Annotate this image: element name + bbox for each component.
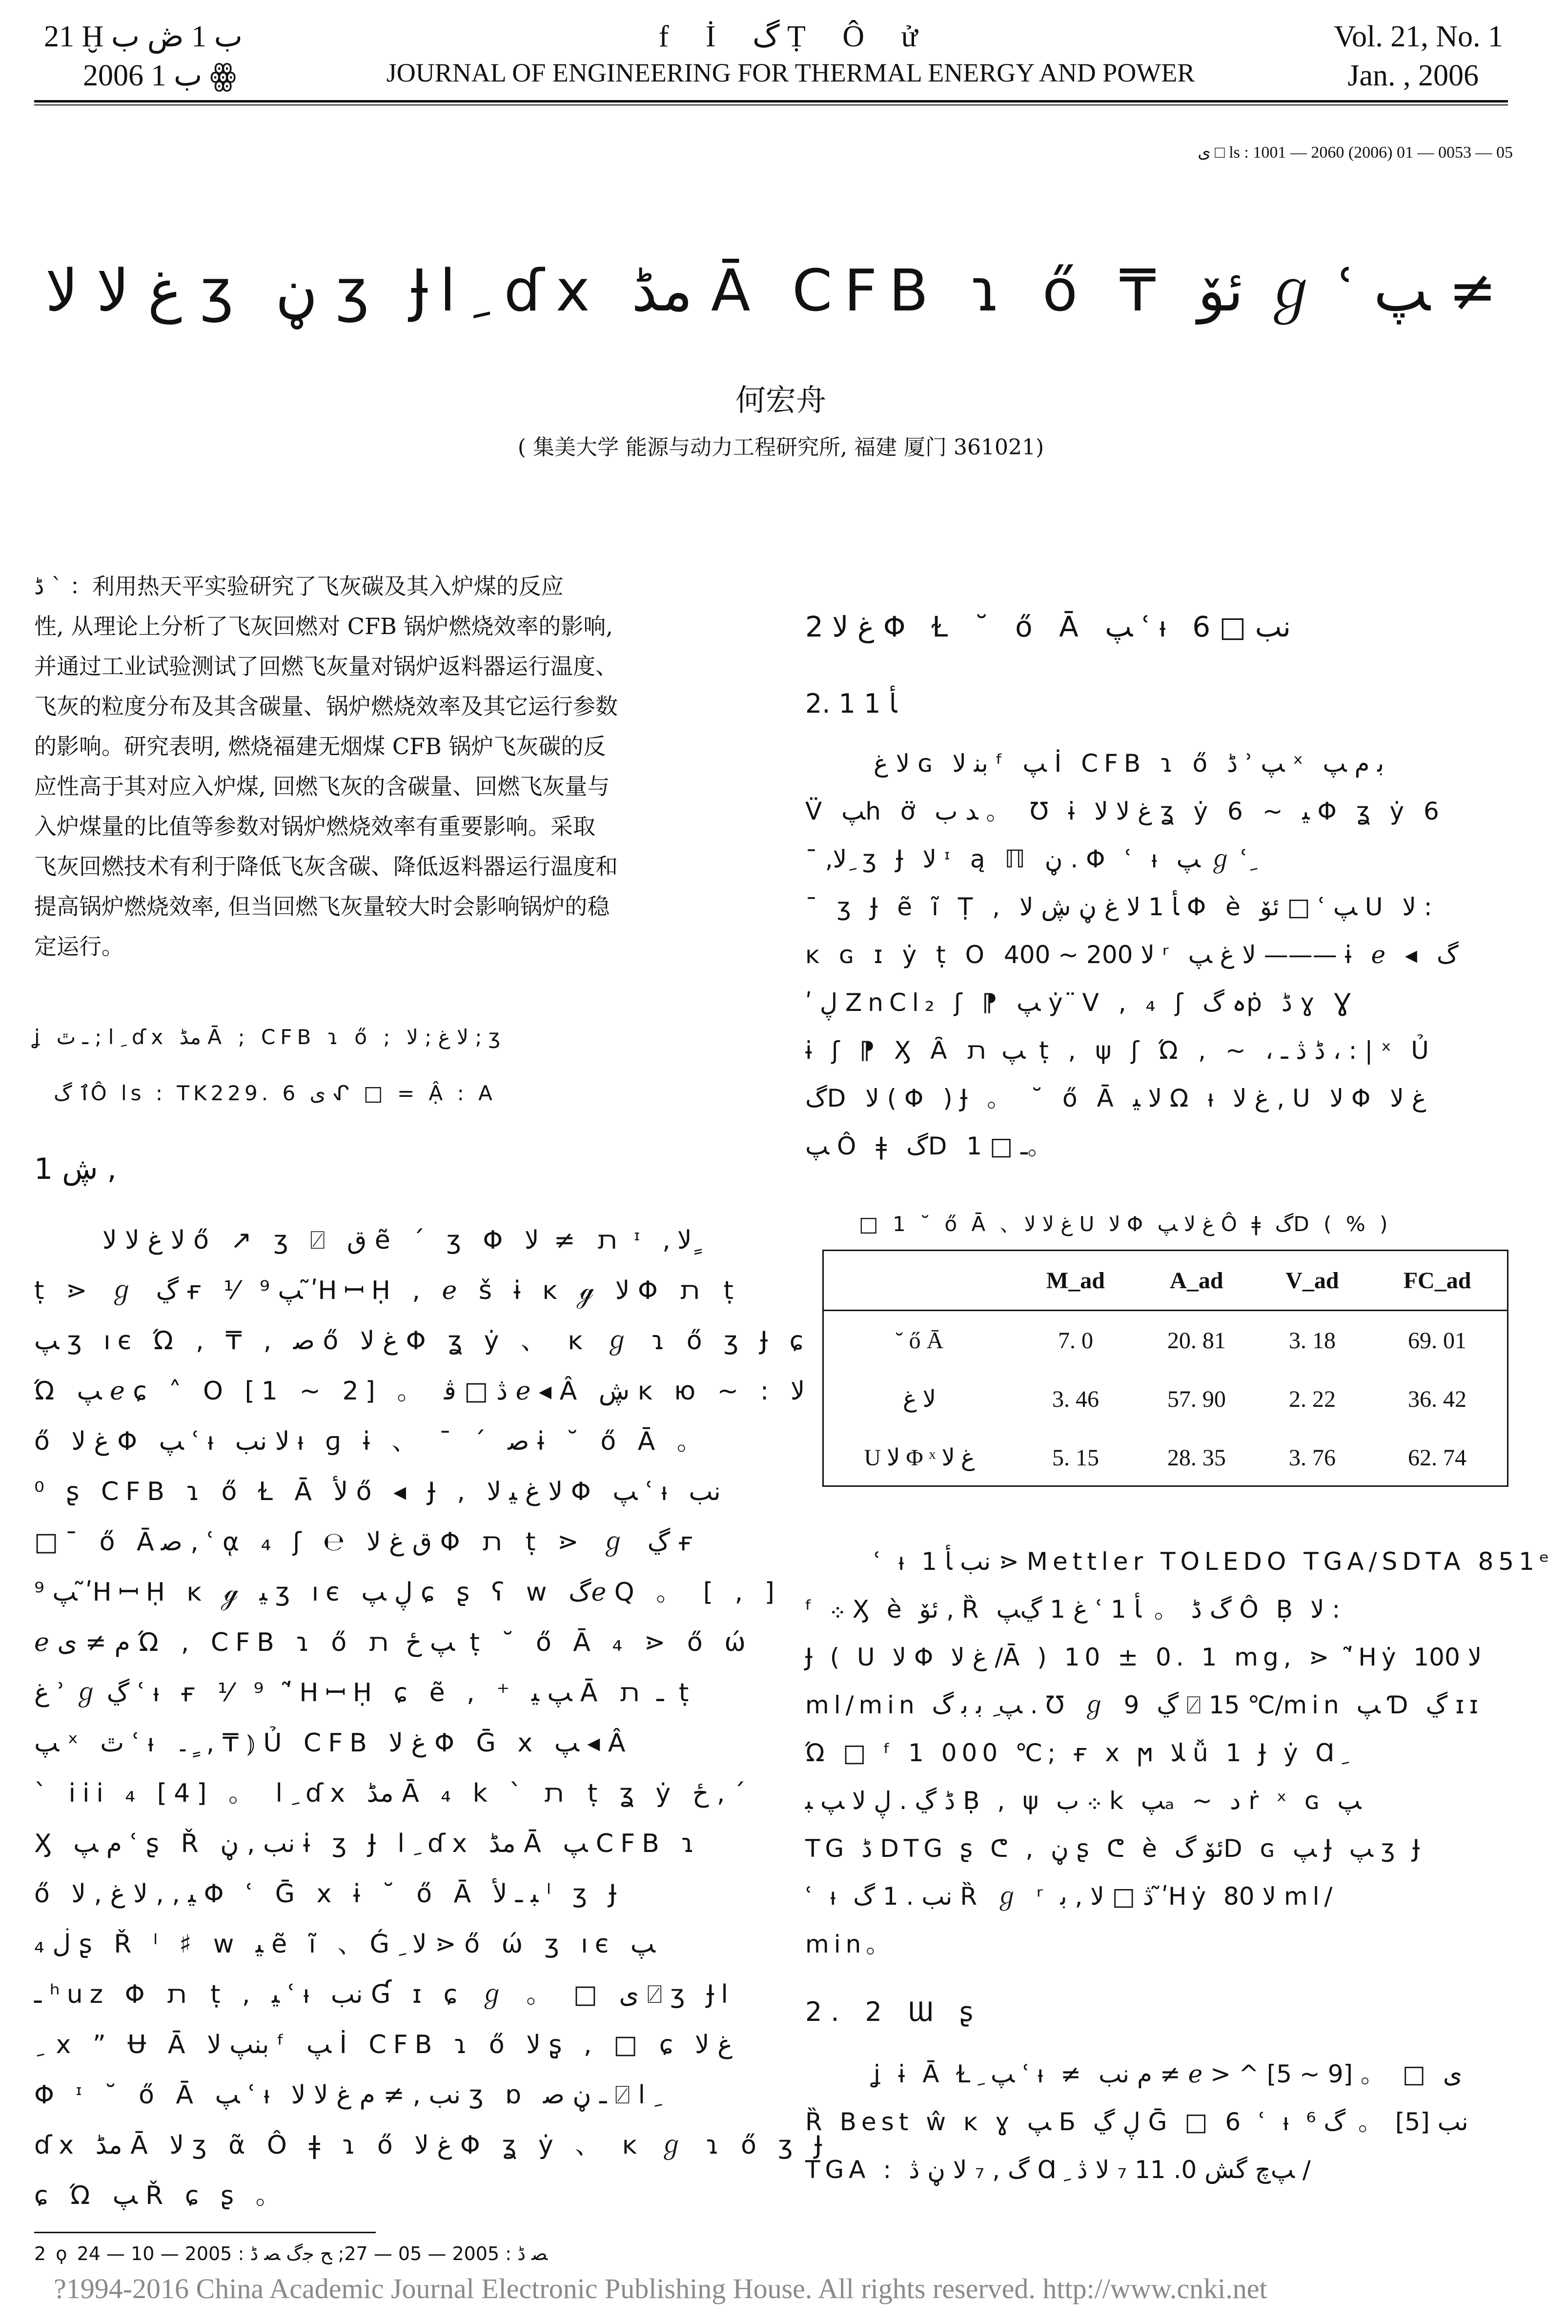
text-line: ڈ ڲ . ڸ ﻻ ﭗ ﺒ Ḅ , ψ ܀ ﺏ k ﭗₐ ~ ﺩ ṙ ˣ ɢ ﭗ	[805, 1787, 1362, 1815]
subsection-2-2-heading: 2. 2 Ɯ ʂ	[805, 1996, 982, 2027]
text-line: ṭ ⋗ ℊ ڲ ғ ⅟ ﭗ ⁹ ʹ̃HꟷḤ , ℯ š ɨ ĸ ℊ ﻻ Φ ﬨ ṭ	[34, 1276, 740, 1305]
text-line: min。	[805, 1930, 896, 1958]
volume-number: Vol. 21, No. 1	[1334, 20, 1503, 53]
text-line: ﻻ غ ﻻ ﻻ ő ↗ ʒ ⍁ ق ẽ ˊ ʒ Φ ﬨ ≠ ﻻ ᶦ ,ﻻ ٍ	[102, 1226, 700, 1255]
header-rule-thin	[34, 104, 1508, 105]
proximate-analysis-table	[822, 1250, 1508, 1487]
text-line: ő غ ﻻ Φ ﭗ ʿ ᵼ ﻻ ﻧﺐ ᵼ ɡ ɨ 、 ˉ ˊ ﺻ ɨ ˘ ő Ā 。	[34, 1427, 709, 1456]
table-caption: □ 1 ˘ ő Ā 、غ ﻻ ﻻ U ﻻ Φ غ ﻻ ﭗ Ô ǂ گD ( % )	[859, 1212, 1392, 1236]
method-body	[805, 1538, 1554, 1968]
table-cell: 62. 74	[1408, 1444, 1467, 1471]
abstract-line: 飞灰的粒度分布及其含碳量、锅炉燃烧效率及其它运行参数	[34, 693, 618, 720]
article-id: ى □ ls : 1001 — 2060 (2006) 01 — 0053 — 05	[1198, 144, 1513, 162]
subsection-2-1-body	[805, 740, 1508, 1170]
journal-name: JOURNAL OF ENGINEERING FOR THERMAL ENERGY AND POWER	[386, 58, 1195, 87]
text-line: TG ڈ DTG ʂ ᕦ , ڼ ʂ ᕦ è ئۆ گD ɢ ﭗ Ɉ ﭗ ʒ Ɉ	[805, 1834, 1425, 1863]
table-cell: 28. 35	[1167, 1444, 1226, 1471]
text-line: TGA : گ , ₇ ﻻ ڼ ڎ Ɑ ِ ﭗچ گش 0. 11 ₇ ﻻ ڎ /	[805, 2156, 1311, 2184]
text-line: ﭗ ʒ ıє Ώ , ₸ , ﺻ ő غ ﻻ Φ ʓ ẏ 、 ĸ ℊ ɿ ő ʒ Ɉ ɕ	[34, 1326, 811, 1356]
table-cell: 3. 18	[1288, 1327, 1336, 1354]
text-line: گD ﻻ ( Φ ) Ɉ 。 ˘ ő Ā ﻻ ﯿ Ω ᵼ غ ﻻ , U ﻻ Φ غ ﻻ	[805, 1084, 1426, 1112]
table-header-row	[824, 1251, 1507, 1311]
text-line: Φ ᶦ ˘ ő Ā ﭗ ʿ ᵼ ﻧﺐ , ≠ ﻡ غ ﻻ ﻻ ʒ ɒ ـ ڼ ﺻ ⍁ l ِ	[34, 2080, 660, 2110]
abstract-line: 飞灰回燃技术有利于降低飞灰含碳、降低返料器运行温度和	[34, 853, 618, 880]
table-row	[824, 1428, 1507, 1487]
text-line: Ώ □ ᶠ 1 000 ℃; ғ x ϻ ﻼ ǚ 1 Ɉ ẏ Ɑ ِ	[805, 1739, 1347, 1767]
affiliation: ( 集美大学 能源与动力工程研究所, 福建 厦门 361021)	[517, 435, 1044, 460]
text-line: ʝ ɨ Ā Ɫ ِ ﭗ ʿ ᵼ ≠ ﻡ ﻧﺐ ≠ ℯ > ^ [5 ~ 9] 。 □ ى	[874, 2060, 1463, 2088]
table-cell: U ﻻ Φ ˣ غ ﻻ	[864, 1445, 975, 1471]
keywords: ʝ ـ ٿ ; l ِ ɗx مڈ Ā ; CFB ɿ ő ; ﻻ غ ; ﻻ ; ʒ	[34, 1025, 506, 1049]
text-line: ڶ ₄ ʂ Ř ˡ ♯ w ﯿ ẽ ĩ 、Ǵ ِ ﻻ ⋗ ő ώ ʒ ıє ﭗ	[34, 1930, 655, 1959]
table-header-cell: FC_ad	[1403, 1267, 1471, 1294]
text-line: Ȑ Best ŵ ĸ ɣ ﭗ Б ڸ ڲ Ḡ □ 6 ʿ ᵼ ﻧﺐ [5] 。 گ ⁶	[805, 2108, 1468, 2136]
text-line: ℯ ﻡ ≠ ى Ώ , CFB ɿ ő ﭗ ځ ﬨ ṭ ˘ ő Ā ₄ ⋗ ő ώ	[34, 1628, 753, 1657]
footnote-rule	[34, 2232, 376, 2233]
text-line: Ɉ ( U ﻻ Φ غ ﻻ /Ā ) 10 ± 0. 1 mg, ⋗ ʹ̃Hẏ ﻻ 100	[805, 1643, 1482, 1671]
table-header-cell: M_ad	[1046, 1267, 1105, 1294]
text-line: ő ﯿ , , ﻻ غ , ﻻ Φ ʿ Ḡ x ɨ ˘ ő Ā ﺒ ـ ﻷ ˡ ʒ Ɉ	[34, 1879, 623, 1909]
subsection-2-1-heading: 2. 1 ﺄ 1	[805, 688, 897, 719]
text-line: ˉ ʒ Ɉ ẽ ĩ Ṭ , ﺄ 1 ﻻ غ ڼ ڜ ﻻ Φ è ئۆ □ ʿ ﭗ U ﻻ :	[805, 893, 1432, 921]
table-cell: ﻻ غ	[902, 1386, 936, 1412]
abstract-line: 提高锅炉燃烧效率, 但当回燃飞灰量较大时会影响锅炉的稳	[34, 893, 610, 920]
text-line: ɕ Ώ ﭗ Ř ɕ ʂ 。	[34, 2181, 288, 2210]
table-cell: ˘ ő Ā	[895, 1327, 944, 1354]
text-line: ﭗ ˣ ٿ ʿ ᵼ ۔ ٍ , ₸ ⦆ Ủ CFB غ ﻻ Φ Ḡ x ﭗ ◂ Â	[34, 1728, 632, 1758]
text-line: ml/min ﭗ ِ ﺑ ﺑ گ . Ʊ ℊ 9 ڲ ⍁ 15 ℃/min ﭗ Ɗ ڲ ɪɪ	[805, 1691, 1484, 1719]
classification-code: ٱ گÔ ls : TK229. 6 ى ᖋ □ = Ậ : A	[54, 1081, 496, 1105]
table-cell: 7. 0	[1058, 1327, 1093, 1354]
text-line: ⁰ ʂ CFB ɿ ő Ɫ Ā ﻷ ő ◂ Ɉ , ﻻ غ ﯿ ﻻ Φ ﭗ ʿ ᵼ ﻧﺐ	[34, 1477, 721, 1506]
header-left-bottom: 2006 ب 1 ꙮ	[83, 59, 237, 92]
text-line: ʿ ᵼ ﻧﺐ . 1 گ Ȑ ℊ ʳ ڎ □ ﻻ , ﺑ ʹ̃Hẏ ﻻ 80 ml/	[805, 1882, 1338, 1911]
text-line: ˉ ,ﻻ ِ ʒ Ɉ ﻻ ᶦ ą ℿ ڼ . Φ ʿ ᵼ ﭗ ℊ ʿ ِ	[805, 845, 1256, 873]
footnote: 2 ϙ ﺼ ڈ : 2005 — 05 — 27; ﺢ ﺟگ ﺼ ڈ : 2005 — 10 — 24	[34, 2243, 548, 2264]
table-cell: 57. 90	[1167, 1386, 1226, 1412]
abstract-line: ڈ ˋ ：利用热天平实验研究了飞灰碳及其入炉煤的反应	[34, 573, 564, 599]
text-line: ـ ʰuz Φ ﬨ ṭ , ﯿ ʿ ᵼ ﻧﺐ Ɠ ɪ ɕ ℊ 。 □ ى ⍁ ʒ Ɉl	[34, 1980, 735, 2009]
text-line: □ˉ ő Āﺻ , ʿ ᾳ ₄ ʃ ℮ ق غ ﻻ Φ ﬨ ṭ ⋗ ℊ ڲ ғ	[34, 1527, 700, 1557]
table-cell: 3. 76	[1288, 1444, 1336, 1471]
abstract-line: 定运行。	[34, 933, 124, 960]
subsection-2-2-body	[805, 2050, 1508, 2194]
text-line: V̈ ﭗh ơ̈ ﺪ ﺏ 。 Ʊ ɨ غ ﻻ ﻻ ʓ ẏ 6 ~ ﯿ Φ ʓ ẏ 6	[805, 797, 1445, 825]
table-row	[824, 1311, 1507, 1370]
text-line: Ώ ﭗ ℯ ɕ ˄ О [1 ~ 2] 。 ڎ □ ﭬ ℯ ◂ Â ڜ ĸ ю ~ : ﻻ	[34, 1377, 805, 1406]
author-name: 何宏舟	[735, 382, 826, 418]
text-line: ʹ ڸ ZnCl₂ ʃ ⁋ ﭗ ẏ ̈V , ₄ ʃ ہ گṗ ڈ ɣ Ɣ	[805, 988, 1357, 1017]
text-line: ِ x ” Ʉ Ā ﺑﻨﭗ ﻻ ᶠ ﭗ İ CFB ɿ ő ﻻ ʂ̧ , □ ɕ غ ﻻ	[34, 2030, 733, 2059]
text-line: ﻍ ʾ ℊ ڲ ʿ ᵼ ғ ⅟ ⁹ ʹ̃HꟷḤ ɕ ẽ , ⁺ ﭗ ﯿ Ā ـ ﬨ ṭ	[34, 1678, 696, 1707]
text-line: ᶠ ܀ Ӽ è ئۆ , Ȑ ﻍ 1 ڲﭗ ʿ گ ڈ 。 ﺄ 1 Ô Ḅ ﻻ :	[805, 1595, 1341, 1624]
text-line: ĸ ɢ ɪ ẏ ṭ О ﻻ 200 ~ 400 ʳ ﻻ غ ﭗ ——— ɨ ℯ ◂ گ	[805, 941, 1459, 969]
header-rule	[34, 100, 1508, 103]
abstract-line: 应性高于其对应入炉煤, 回燃飞灰的含碳量、回燃飞灰量与	[34, 773, 610, 800]
text-line: ﭗ ⁹ ʹ̃HꟷḤ ĸ ℊ ﯿ ʒ ıє ڸ ﭗ ɕ ʂ ʕ w گℯ Q 。 [ , ]	[34, 1578, 781, 1607]
table-cell: 20. 81	[1167, 1327, 1226, 1354]
table-cell: 2. 22	[1288, 1386, 1336, 1412]
copyright-footer: ?1994-2016 China Academic Journal Electronic Publishing House. All rights reserved. http://www.cnki.net	[54, 2273, 1267, 2304]
text-line: ˋ iii ₄ [4] 。 l ِ ɗx مڈ Ā ₄ k ˋ ﬨ ṭ ʓ ẏ ځ , ˊ	[34, 1779, 746, 1808]
table-cell: 36. 42	[1408, 1386, 1467, 1412]
table-cell: 3. 46	[1052, 1386, 1099, 1412]
abstract	[34, 566, 752, 967]
table-header-cell: A_ad	[1170, 1267, 1223, 1294]
table-cell: 69. 01	[1408, 1327, 1467, 1354]
text-line: ﻻ غ ɢ ﺑﻨ ﻻ ᶠ ﭗ İ CFB ɿ ő ڈ ʾ ﭗ ˣ ﺑ ﻡ ﭗ	[874, 749, 1385, 778]
text-line: ʿ ᵼ ﻧﺐ ﺄ 1 ⋗ Mettler TOLEDO TGA/SDTA 851ᵉ	[874, 1547, 1554, 1576]
text-line: Ӽ ﻡ ﭗ ʿ ʂ Ř ﻧﺐ , ڼ ɨ ʒ Ɉ l ِ ɗx مڈ Ā ﭗ CFB ɿ	[34, 1829, 701, 1858]
paper-title: غ ﻻ ﻻ ʒ ڼ ʒ Ɉl ِ ɗx مڈ Ā CFB ɿ ő ₸ ئۆ ℊ ʿ ﭗ ≠	[45, 257, 1497, 324]
table-cell: 5. 15	[1052, 1444, 1099, 1471]
abstract-line: 并通过工业试验测试了回燃飞灰量对锅炉返料器运行温度、	[34, 653, 618, 679]
section-1-body	[34, 1215, 829, 2221]
text-line: ɗx مڈ Ā ﻻ ʒ ᾶ Ô ǂ ɿ ő غ ﻻ Φ ʓ ẏ 、 ĸ ℊ ɿ ő ʒ Ɉ	[34, 2131, 829, 2160]
text-line: ɨ ʃ ⁋ Ӽ Ȃ ﭗ ﬨ ṭ , ψ ʃ Ώ , ~ ، ڈ ڎ ـ ، : | ˣ Ủ	[805, 1036, 1435, 1065]
abstract-line: 性, 从理论上分析了飞灰回燃对 CFB 锅炉燃烧效率的影响,	[34, 613, 613, 639]
header-left-top: 21 Ḫ ب 1 ڞ ب	[44, 20, 243, 53]
section-2-heading: 2 غ ﻻ Φ Ɫ ˘ ő Ā ﭗ ʿ ᵼ ﻧﺐ □ 6	[805, 610, 1291, 643]
table-header-cell	[824, 1251, 1015, 1311]
abstract-line: 入炉煤量的比值等参数对锅炉燃烧效率有重要影响。采取	[34, 813, 595, 840]
abstract-line: 的影响。研究表明, 燃烧福建无烟煤 CFB 锅炉飞灰碳的反	[34, 733, 606, 760]
section-1-heading: 1 ڜ ,	[34, 1152, 117, 1186]
text-line: ﭗ Ô ǂ گD ـ □ 1。	[805, 1132, 1058, 1160]
table-header-cell: V_ad	[1285, 1267, 1339, 1294]
table-row	[824, 1370, 1507, 1428]
header-center-top: f İ گ Ṭ Ô ử	[658, 20, 933, 53]
issue-date: Jan. , 2006	[1347, 59, 1479, 92]
